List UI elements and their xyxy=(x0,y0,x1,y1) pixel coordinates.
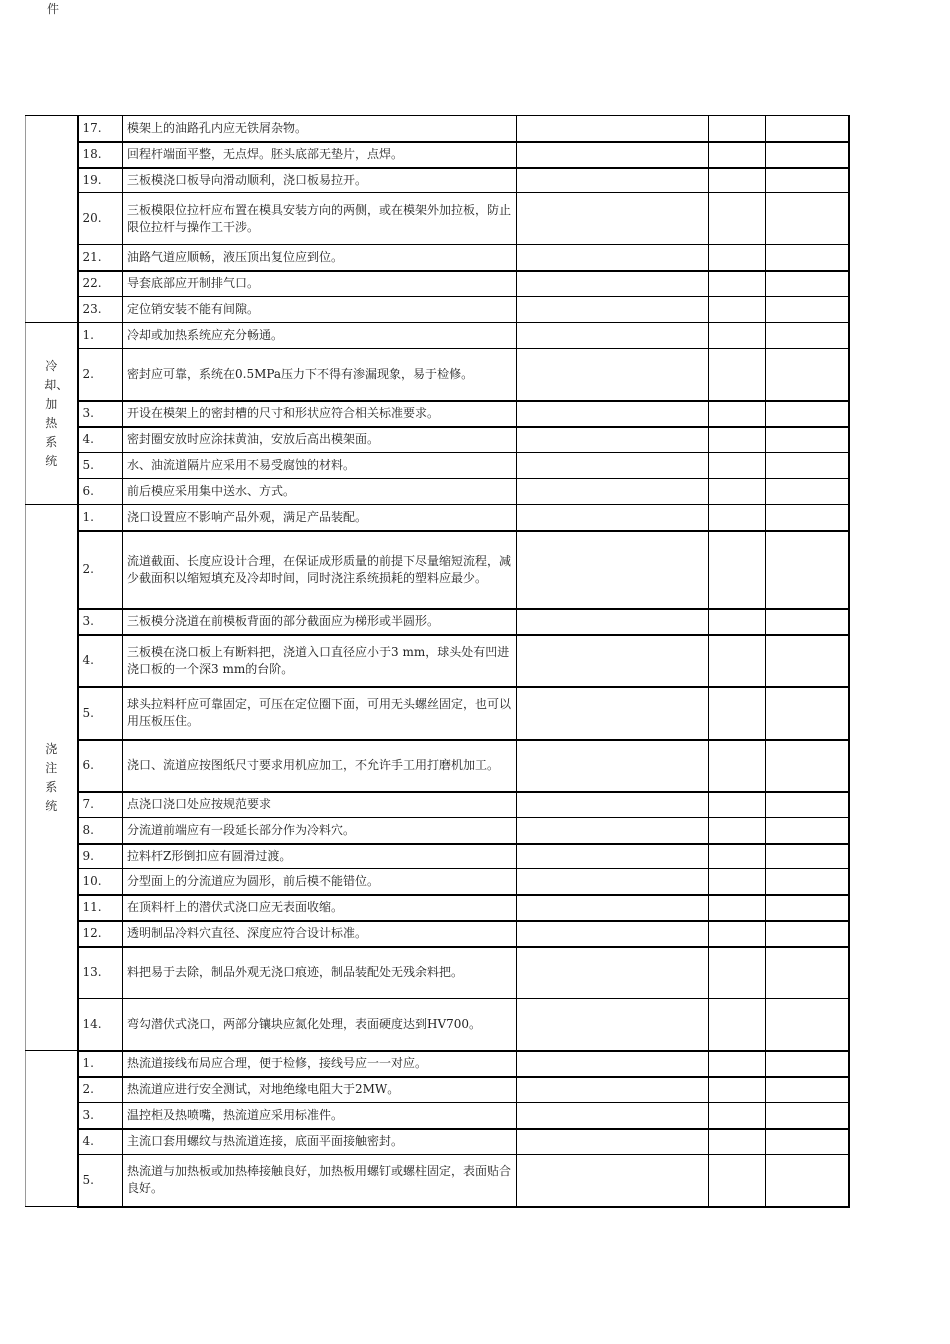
item-number: 3. xyxy=(78,401,123,427)
result-cell[interactable] xyxy=(709,505,766,531)
remark-cell[interactable] xyxy=(766,1077,849,1103)
checklist-row xyxy=(26,1051,849,1077)
section-label: 冷却、加热系统 xyxy=(26,323,78,505)
item-text: 点浇口浇口处应按规范要求 xyxy=(123,792,517,818)
check-cell[interactable] xyxy=(517,687,709,740)
checklist-row xyxy=(26,193,849,245)
section-label: 浇注系统 xyxy=(26,505,78,1051)
item-text: 定位销安装不能有间隙。 xyxy=(123,297,517,323)
result-cell[interactable] xyxy=(709,349,766,401)
item-number: 22. xyxy=(78,271,123,297)
remark-cell[interactable] xyxy=(766,349,849,401)
remark-cell[interactable] xyxy=(766,427,849,453)
check-cell[interactable] xyxy=(517,844,709,869)
remark-cell[interactable] xyxy=(766,479,849,505)
item-number: 17. xyxy=(78,116,123,142)
result-cell[interactable] xyxy=(709,895,766,921)
remark-cell[interactable] xyxy=(766,947,849,999)
result-cell[interactable] xyxy=(709,427,766,453)
checklist-row xyxy=(26,531,849,609)
check-cell[interactable] xyxy=(517,947,709,999)
checklist-row xyxy=(26,479,849,505)
check-cell[interactable] xyxy=(517,168,709,193)
item-number: 2. xyxy=(78,349,123,401)
checklist-row xyxy=(26,453,849,479)
item-number: 6. xyxy=(78,740,123,792)
result-cell[interactable] xyxy=(709,1129,766,1155)
result-cell[interactable] xyxy=(709,1155,766,1207)
result-cell[interactable] xyxy=(709,193,766,245)
item-text: 三板模浇口板导向滑动顺利，浇口板易拉开。 xyxy=(123,168,517,193)
result-cell[interactable] xyxy=(709,947,766,999)
result-cell[interactable] xyxy=(709,168,766,193)
checklist-row xyxy=(26,1129,849,1155)
checklist-row xyxy=(26,792,849,818)
item-text: 热流道接线布局应合理，便于检修，接线号应一一对应。 xyxy=(123,1051,517,1077)
check-cell[interactable] xyxy=(517,869,709,895)
remark-cell[interactable] xyxy=(766,999,849,1051)
remark-cell[interactable] xyxy=(766,844,849,869)
remark-cell[interactable] xyxy=(766,1051,849,1077)
item-text: 分流道前端应有一段延长部分作为冷料穴。 xyxy=(123,818,517,844)
item-text: 弯勾潜伏式浇口，两部分镶块应氮化处理，表面硬度达到HV700。 xyxy=(123,999,517,1051)
result-cell[interactable] xyxy=(709,687,766,740)
result-cell[interactable] xyxy=(709,869,766,895)
check-cell[interactable] xyxy=(517,531,709,609)
check-cell[interactable] xyxy=(517,453,709,479)
check-cell[interactable] xyxy=(517,895,709,921)
check-cell[interactable] xyxy=(517,349,709,401)
check-cell[interactable] xyxy=(517,271,709,297)
remark-cell[interactable] xyxy=(766,740,849,792)
item-text: 开设在模架上的密封槽的尺寸和形状应符合相关标准要求。 xyxy=(123,401,517,427)
checklist-row xyxy=(26,349,849,401)
remark-cell[interactable] xyxy=(766,142,849,168)
remark-cell[interactable] xyxy=(766,921,849,947)
item-text: 透明制品冷料穴直径、深度应符合设计标准。 xyxy=(123,921,517,947)
item-text: 冷却或加热系统应充分畅通。 xyxy=(123,323,517,349)
checklist-row xyxy=(26,687,849,740)
item-number: 4. xyxy=(78,635,123,687)
result-cell[interactable] xyxy=(709,609,766,635)
item-text: 油路气道应顺畅，液压顶出复位应到位。 xyxy=(123,245,517,271)
checklist-row xyxy=(26,142,849,168)
item-number: 23. xyxy=(78,297,123,323)
checklist-row xyxy=(26,1155,849,1207)
check-cell[interactable] xyxy=(517,999,709,1051)
item-number: 5. xyxy=(78,453,123,479)
item-text: 热流道与加热板或加热棒接触良好，加热板用螺钉或螺柱固定，表面贴合良好。 xyxy=(123,1155,517,1207)
check-cell[interactable] xyxy=(517,479,709,505)
remark-cell[interactable] xyxy=(766,245,849,271)
item-number: 4. xyxy=(78,427,123,453)
item-number: 5. xyxy=(78,687,123,740)
item-number: 1. xyxy=(78,505,123,531)
result-cell[interactable] xyxy=(709,531,766,609)
item-number: 8. xyxy=(78,818,123,844)
remark-cell[interactable] xyxy=(766,895,849,921)
remark-cell[interactable] xyxy=(766,687,849,740)
remark-cell[interactable] xyxy=(766,635,849,687)
check-cell[interactable] xyxy=(517,116,709,142)
item-text: 前后模应采用集中送水、方式。 xyxy=(123,479,517,505)
check-cell[interactable] xyxy=(517,1129,709,1155)
result-cell[interactable] xyxy=(709,844,766,869)
result-cell[interactable] xyxy=(709,740,766,792)
remark-cell[interactable] xyxy=(766,869,849,895)
result-cell[interactable] xyxy=(709,116,766,142)
result-cell[interactable] xyxy=(709,323,766,349)
check-cell[interactable] xyxy=(517,609,709,635)
item-text: 分型面上的分流道应为圆形，前后模不能错位。 xyxy=(123,869,517,895)
result-cell[interactable] xyxy=(709,271,766,297)
result-cell[interactable] xyxy=(709,921,766,947)
result-cell[interactable] xyxy=(709,1103,766,1129)
item-text: 回程杆端面平整，无点焊。胚头底部无垫片，点焊。 xyxy=(123,142,517,168)
remark-cell[interactable] xyxy=(766,271,849,297)
remark-cell[interactable] xyxy=(766,1155,849,1207)
result-cell[interactable] xyxy=(709,999,766,1051)
item-number: 10. xyxy=(78,869,123,895)
remark-cell[interactable] xyxy=(766,323,849,349)
item-number: 9. xyxy=(78,844,123,869)
item-text: 三板模分浇道在前模板背面的部分截面应为梯形或半圆形。 xyxy=(123,609,517,635)
item-number: 20. xyxy=(78,193,123,245)
checklist-row xyxy=(26,635,849,687)
item-text: 拉料杆Z形倒扣应有圆滑过渡。 xyxy=(123,844,517,869)
result-cell[interactable] xyxy=(709,453,766,479)
remark-cell[interactable] xyxy=(766,168,849,193)
remark-cell[interactable] xyxy=(766,531,849,609)
check-cell[interactable] xyxy=(517,1051,709,1077)
result-cell[interactable] xyxy=(709,1051,766,1077)
section-label xyxy=(26,116,78,323)
inspection-checklist-table xyxy=(25,115,850,1208)
checklist-row xyxy=(26,844,849,869)
check-cell[interactable] xyxy=(517,740,709,792)
checklist-row xyxy=(26,505,849,531)
checklist-row xyxy=(26,168,849,193)
result-cell[interactable] xyxy=(709,635,766,687)
result-cell[interactable] xyxy=(709,479,766,505)
item-text: 密封圈安放时应涂抹黄油，安放后高出模架面。 xyxy=(123,427,517,453)
checklist-row xyxy=(26,427,849,453)
item-number: 21. xyxy=(78,245,123,271)
checklist-row xyxy=(26,401,849,427)
item-text: 料把易于去除，制品外观无浇口痕迹，制品装配处无残余料把。 xyxy=(123,947,517,999)
checklist-row xyxy=(26,609,849,635)
item-number: 5. xyxy=(78,1155,123,1207)
item-text: 密封应可靠，系统在0.5MPa压力下不得有渗漏现象，易于检修。 xyxy=(123,349,517,401)
check-cell[interactable] xyxy=(517,323,709,349)
checklist-row xyxy=(26,921,849,947)
check-cell[interactable] xyxy=(517,635,709,687)
remark-cell[interactable] xyxy=(766,792,849,818)
item-text: 球头拉料杆应可靠固定，可压在定位圈下面，可用无头螺丝固定，也可以用压板压住。 xyxy=(123,687,517,740)
item-number: 6. xyxy=(78,479,123,505)
checklist-row xyxy=(26,245,849,271)
checklist-row xyxy=(26,116,849,142)
result-cell[interactable] xyxy=(709,1077,766,1103)
check-cell[interactable] xyxy=(517,1155,709,1207)
item-number: 4. xyxy=(78,1129,123,1155)
item-number: 3. xyxy=(78,609,123,635)
check-cell[interactable] xyxy=(517,921,709,947)
remark-cell[interactable] xyxy=(766,401,849,427)
item-number: 14. xyxy=(78,999,123,1051)
top-note: 件 xyxy=(47,2,60,16)
remark-cell[interactable] xyxy=(766,818,849,844)
remark-cell[interactable] xyxy=(766,116,849,142)
remark-cell[interactable] xyxy=(766,1129,849,1155)
item-text: 流道截面、长度应设计合理，在保证成形质量的前提下尽量缩短流程，减少截面积以缩短填充及冷却时间，同时浇注系统损耗的塑料应最少。 xyxy=(123,531,517,609)
item-number: 1. xyxy=(78,323,123,349)
check-cell[interactable] xyxy=(517,245,709,271)
check-cell[interactable] xyxy=(517,818,709,844)
result-cell[interactable] xyxy=(709,245,766,271)
item-number: 1. xyxy=(78,1051,123,1077)
check-cell[interactable] xyxy=(517,297,709,323)
item-number: 3. xyxy=(78,1103,123,1129)
checklist-row xyxy=(26,947,849,999)
item-text: 温控柜及热喷嘴，热流道应采用标准件。 xyxy=(123,1103,517,1129)
checklist-row xyxy=(26,818,849,844)
item-number: 2. xyxy=(78,1077,123,1103)
remark-cell[interactable] xyxy=(766,453,849,479)
check-cell[interactable] xyxy=(517,1103,709,1129)
checklist-row xyxy=(26,323,849,349)
checklist-row xyxy=(26,869,849,895)
checklist-row xyxy=(26,1103,849,1129)
checklist-row xyxy=(26,740,849,792)
item-text: 三板模限位拉杆应布置在模具安装方向的两侧，或在模架外加拉板，防止限位拉杆与操作工干涉。 xyxy=(123,193,517,245)
result-cell[interactable] xyxy=(709,818,766,844)
result-cell[interactable] xyxy=(709,297,766,323)
item-text: 热流道应进行安全测试，对地绝缘电阻大于2MW。 xyxy=(123,1077,517,1103)
remark-cell[interactable] xyxy=(766,505,849,531)
item-number: 12. xyxy=(78,921,123,947)
result-cell[interactable] xyxy=(709,142,766,168)
item-number: 11. xyxy=(78,895,123,921)
check-cell[interactable] xyxy=(517,1077,709,1103)
item-text: 浇口设置应不影响产品外观，满足产品装配。 xyxy=(123,505,517,531)
remark-cell[interactable] xyxy=(766,609,849,635)
item-text: 三板模在浇口板上有断料把，浇道入口直径应小于3 mm，球头处有凹进浇口板的一个深3 mm的台阶。 xyxy=(123,635,517,687)
checklist-row xyxy=(26,895,849,921)
checklist-row xyxy=(26,297,849,323)
checklist-row xyxy=(26,1077,849,1103)
result-cell[interactable] xyxy=(709,792,766,818)
item-number: 13. xyxy=(78,947,123,999)
checklist-row xyxy=(26,271,849,297)
check-cell[interactable] xyxy=(517,401,709,427)
item-number: 19. xyxy=(78,168,123,193)
item-text: 模架上的油路孔内应无铁屑杂物。 xyxy=(123,116,517,142)
remark-cell[interactable] xyxy=(766,193,849,245)
item-number: 7. xyxy=(78,792,123,818)
check-cell[interactable] xyxy=(517,792,709,818)
section-label xyxy=(26,1051,78,1207)
remark-cell[interactable] xyxy=(766,1103,849,1129)
item-text: 主流口套用螺纹与热流道连接，底面平面接触密封。 xyxy=(123,1129,517,1155)
check-cell[interactable] xyxy=(517,193,709,245)
check-cell[interactable] xyxy=(517,142,709,168)
item-text: 浇口、流道应按图纸尺寸要求用机应加工，不允许手工用打磨机加工。 xyxy=(123,740,517,792)
item-number: 2. xyxy=(78,531,123,609)
remark-cell[interactable] xyxy=(766,297,849,323)
checklist-row xyxy=(26,999,849,1051)
item-text: 导套底部应开制排气口。 xyxy=(123,271,517,297)
check-cell[interactable] xyxy=(517,427,709,453)
item-text: 水、油流道隔片应采用不易受腐蚀的材料。 xyxy=(123,453,517,479)
result-cell[interactable] xyxy=(709,401,766,427)
item-text: 在顶料杆上的潜伏式浇口应无表面收缩。 xyxy=(123,895,517,921)
check-cell[interactable] xyxy=(517,505,709,531)
item-number: 18. xyxy=(78,142,123,168)
